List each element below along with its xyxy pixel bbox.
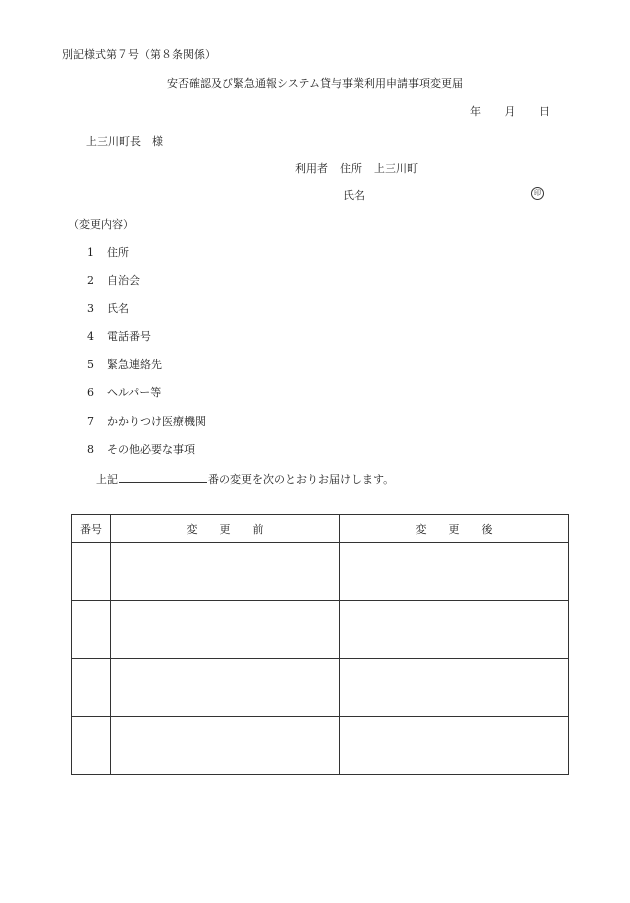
item-label: 電話番号: [107, 330, 151, 343]
number-cell[interactable]: [72, 543, 111, 601]
item-number: 2: [87, 274, 94, 287]
form-number: 別記様式第７号（第８条関係）: [62, 48, 216, 61]
number-cell[interactable]: [72, 717, 111, 775]
item-label: かかりつけ医療機関: [107, 415, 206, 428]
address-value: 上三川町: [374, 162, 418, 175]
notice-suffix: 番の変更を次のとおりお届けします。: [208, 473, 395, 486]
before-cell[interactable]: [111, 717, 340, 775]
item-label: 緊急連絡先: [107, 358, 162, 371]
item-label: 自治会: [107, 274, 140, 287]
table-row: [72, 717, 569, 775]
list-item: [87, 272, 140, 288]
item-label: ヘルパー等: [107, 386, 162, 399]
address-label: 住所: [340, 162, 362, 175]
table-row: [72, 601, 569, 659]
item-number: 4: [87, 330, 94, 343]
item-label: その他必要な事項: [107, 443, 195, 456]
year-label: 年: [470, 105, 481, 118]
name-label: 氏名: [343, 189, 365, 202]
recipient: 上三川町長 様: [86, 135, 163, 148]
before-cell[interactable]: [111, 659, 340, 717]
month-label: 月: [504, 105, 516, 118]
table-row: [72, 543, 569, 601]
change-table: [71, 514, 569, 775]
table-header-row: [72, 515, 569, 543]
item-label: 氏名: [107, 302, 129, 315]
item-number: 6: [87, 386, 94, 399]
item-number: 5: [87, 358, 94, 371]
header-number: 番号: [72, 515, 111, 543]
after-cell[interactable]: [340, 659, 569, 717]
before-cell[interactable]: [111, 543, 340, 601]
number-cell[interactable]: [72, 601, 111, 659]
seal-mark: 印: [531, 187, 544, 200]
after-cell[interactable]: [340, 717, 569, 775]
list-item: [87, 300, 129, 316]
list-item: [87, 356, 162, 372]
after-cell[interactable]: [340, 543, 569, 601]
item-number-blank[interactable]: [119, 472, 207, 483]
item-number: 3: [87, 302, 94, 315]
notice-prefix: 上記: [96, 473, 118, 486]
after-cell[interactable]: [340, 601, 569, 659]
header-before: 変 更 前: [111, 515, 340, 543]
list-item: [87, 441, 195, 457]
number-cell[interactable]: [72, 659, 111, 717]
list-item: [87, 328, 151, 344]
item-number: 8: [87, 443, 94, 456]
table-row: [72, 659, 569, 717]
notice-line: [96, 471, 394, 487]
day-label: 日: [539, 105, 550, 118]
list-item: [87, 244, 129, 260]
change-content-heading: （変更内容）: [68, 218, 134, 231]
date-line: [450, 103, 550, 119]
applicant-label: 利用者: [295, 162, 328, 175]
list-item: [87, 413, 206, 429]
item-label: 住所: [107, 246, 129, 259]
document-title: 安否確認及び緊急通報システム貸与事業利用申請事項変更届: [167, 77, 463, 90]
header-after: 変 更 後: [340, 515, 569, 543]
before-cell[interactable]: [111, 601, 340, 659]
applicant-address-line: [295, 160, 430, 176]
item-number: 7: [87, 415, 94, 428]
item-number: 1: [87, 246, 94, 259]
list-item: [87, 384, 161, 400]
